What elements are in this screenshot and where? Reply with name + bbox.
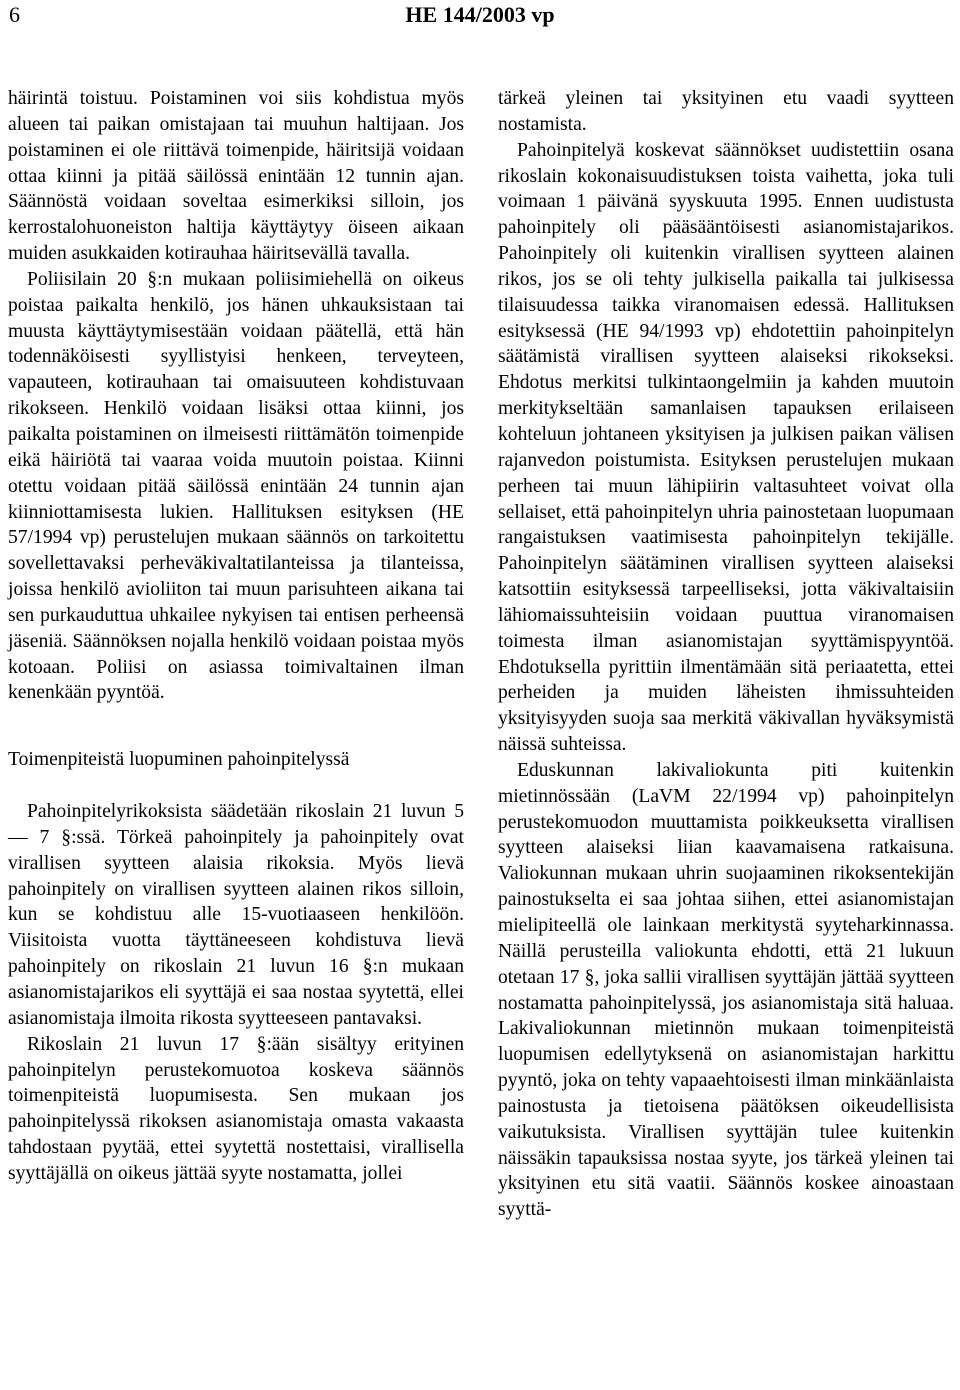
paragraph: häirintä toistuu. Poistaminen voi siis kohdistua myös alueen tai paikan omistajaan tai muuhun haltijaan. Jos poistaminen ei ole riittävä toimenpide, häiritsijä voidaan ottaa kiinni ja pitää säilössä enintään 12 tunnin ajan. Säännöstä voidaan soveltaa esimerkiksi silloin, jos kerrostalohuoneiston haltija käyttäytyy öiseen aikaan muiden asukkaiden kotirauhaa häiritsevällä tavalla. — [8, 88, 464, 265]
section-heading: Toimenpiteistä luopuminen pahoinpitelyssä — [8, 749, 350, 771]
document-id: HE 144/2003 vp — [405, 2, 555, 27]
paragraph: tärkeä yleinen tai yksityinen etu vaadi syytteen nostamista. — [498, 88, 954, 135]
paragraph: Pahoinpitelyä koskevat säännökset uudistettiin osana rikoslain kokonaisuudistuksen toista vaihetta, joka tuli voimaan 1 päivänä syyskuuta 1995. Ennen uudistusta pahoinpitely oli pääsääntöisesti asianomistajarikos. Pahoinpitely oli kuitenkin virallisen syytteen alainen rikos, jos se oli tehty julkisella paikalla tai julkisessa tilaisuudessa taikka viranomaisen edessä. Hallituksen esityksessä (HE 94/1993 vp) ehdotettiin pahoinpitelyn säätämistä virallisen syytteen alaiseksi rikokseksi. Ehdotus merkitsi tulkintaongelmiin ja kahden muutoin merkitykseltään samanlaisen tapauksen erilaiseen kohteluun johtaneen yksityisen ja julkisen paikan välisen rajanvedon poistumista. Esityksen perustelujen mukaan perheen tai muun lähipiirin valtasuhteet voivat olla sellaiset, että pahoinpitelyn uhria painostetaan luopumaan rangaistuksen vaatimisesta pahoinpitelyn tekijälle. Pahoinpitelyn säätäminen virallisen syytteen alaiseksi katsottiin esityksessä tarpeelliseksi, jotta väkivaltaisiin lähiomaissuhteisiin voidaan puuttua viranomaisen toimesta ilman asianomistajan syyttämispyyntöä. Ehdotuksella pyrittiin ilmentämään sitä periaatetta, ettei perheiden ja muiden läheisten ihmissuhteiden yksityisyyden suoja saa merkitä väkivallan hyväksymistä näissä suhteissa. — [498, 139, 954, 756]
page-header — [0, 0, 960, 40]
paragraph: Rikoslain 21 luvun 17 §:ään sisältyy erityinen pahoinpitelyn perustekomuotoa koskeva säännös toimenpiteistä luopumisesta. Sen mukaan jos pahoinpitelyssä rikoksen asianomistaja omasta vakaasta tahdostaan pyytää, ettei syytettä nostettaisi, virallisella syyttäjällä on oikeus jättää syyte nostamatta, jollei — [8, 1033, 464, 1184]
right-column — [498, 86, 954, 1223]
left-column — [8, 86, 464, 1187]
page-number: 6 — [9, 2, 20, 27]
paragraph: Pahoinpitelyrikoksista säädetään rikoslain 21 luvun 5 — 7 §:ssä. Törkeä pahoinpitely ja pahoinpitely ovat virallisen syytteen alaisia rikoksia. Myös lievä pahoinpitely on virallisen syytteen alainen rikos silloin, kun se kohdistuu alle 15-vuotiaaseen henkilöön. Viisitoista vuotta täyttäneeseen kohdistuva lievä pahoinpitely on rikoslain 21 luvun 16 §:n mukaan asianomistajarikos eli syyttäjä ei saa nostaa syytettä, ellei asianomistaja ilmoita rikosta syytteeseen pantavaksi. — [8, 801, 464, 1029]
paragraph: Eduskunnan lakivaliokunta piti kuitenkin mietinnössään (LaVM 22/1994 vp) pahoinpitelyn perustekomuodon muuttamista poikkeuksetta virallisen syytteen alaiseksi liian kaavamaisena ratkaisuna. Valiokunnan mukaan uhrin suojaaminen rikoksentekijän painostukselta ei saa johtaa siihen, ettei asianomistajan mielipiteellä ole lainkaan merkitystä syyteharkinnassa. Näillä perusteilla valiokunta ehdotti, että 21 lukuun otetaan 17 §, joka sallii virallisen syyttäjän jättää syytteen nostamatta pahoinpitelyssä, jos asianomistaja sitä haluaa. Lakivaliokunnan mietinnön mukaan toimenpiteistä luopumisen edellytyksenä on asianomistajan harkittu pyyntö, joka on tehty vapaaehtoisesti ilman minkäänlaista painostusta ja tietoisena päätöksen oikeudellisista vaikutuksista. Virallisen syyttäjän tulee kuitenkin näissäkin tapauksissa nostaa syyte, jos tärkeä yleinen tai yksityinen etu sitä vaatii. Säännös koskee ainoastaan syyttä- — [498, 759, 954, 1221]
paragraph: Poliisilain 20 §:n mukaan poliisimiehellä on oikeus poistaa paikalta henkilö, jos hänen uhkauksistaan tai muusta käyttäytymisestään voidaan päätellä, että hän todennäköisesti syyllistyisi henkeen, terveyteen, vapauteen, kotirauhaan tai omaisuuteen kohdistuvaan rikokseen. Henkilö voidaan lisäksi ottaa kiinni, jos paikalta poistaminen on ilmeisesti riittämätön toimenpide eikä häiriötä tai vaaraa voida muutoin poistaa. Kiinni otettu voidaan pitää säilössä enintään 24 tunnin ajan kiinniottamisesta lukien. Hallituksen esityksen (HE 57/1994 vp) perustelujen mukaan säännös on tarkoitettu sovellettavaksi perheväkivaltatilanteissa ja tilanteissa, joissa henkilö avioliiton tai muun parisuhteen aikana tai sen purkauduttua uhkailee nykyisen tai entisen perheensä jäseniä. Säännöksen nojalla henkilö voidaan poistaa myös kotoaan. Poliisi on asiassa toimivaltainen ilman kenenkään pyyntöä. — [8, 268, 464, 704]
